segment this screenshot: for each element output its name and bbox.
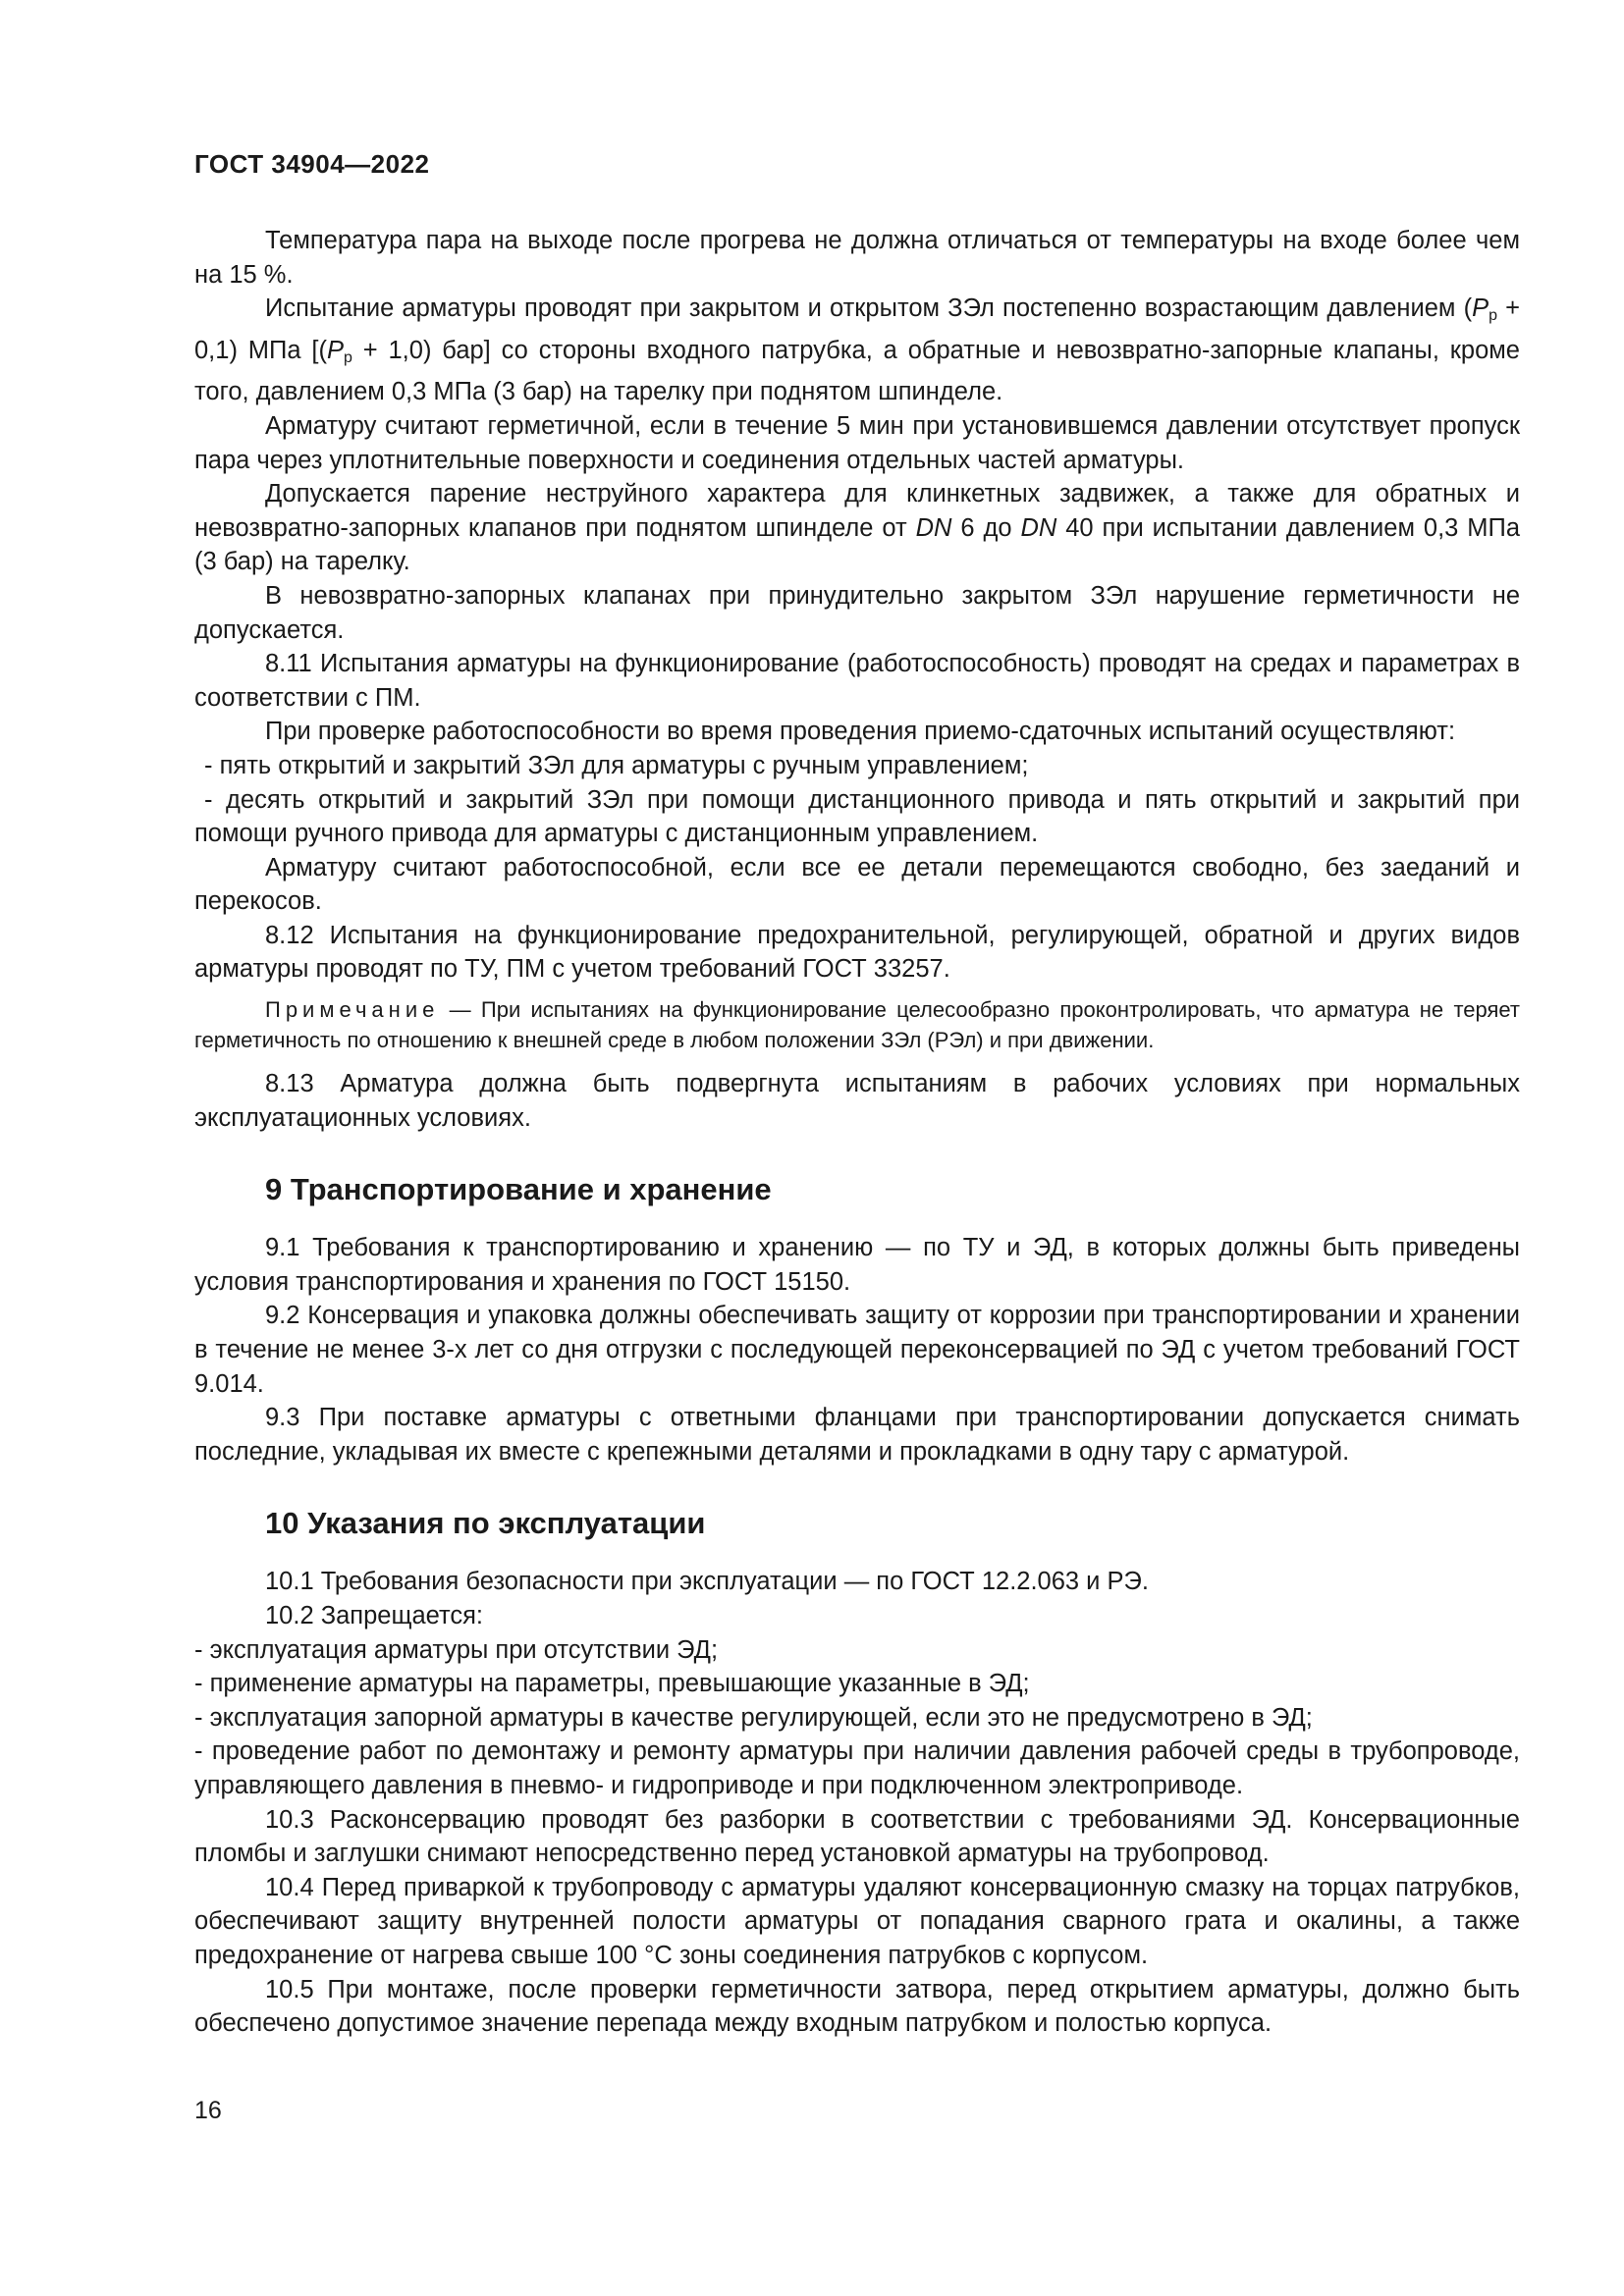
paragraph-9-3: 9.3 При поставке арматуры с ответными фланцами при транспортировании допускается снимать последние, укладывая их вместе с крепежными деталями и прокладками в одну тару с арматурой. xyxy=(194,1404,1520,1466)
document-body xyxy=(194,224,1520,2041)
section-10-heading: 10 Указания по эксплуатации xyxy=(265,1506,706,1541)
document-header-id: ГОСТ 34904—2022 xyxy=(194,149,430,179)
note-label: Примечание xyxy=(265,997,440,1023)
list-item-remote: - десять открытий и закрытий ЗЭл при помощи дистанционного привода и пять открытий и закрытий при помощи ручного привода для арматуры с дистанционным управлением. xyxy=(194,785,1520,848)
paragraph-pressure-test xyxy=(194,292,1520,409)
paragraph-10-2: 10.2 Запрещается: xyxy=(265,1602,484,1629)
paragraph-8-12: 8.12 Испытания на функционирование предохранительной, регулирующей, обратной и других видов арматуры проводят по ТУ, ПМ с учетом требований ГОСТ 33257. xyxy=(194,921,1520,984)
note xyxy=(194,994,1520,1055)
paragraph-acceptance-tests: При проверке работоспособности во время проведения приемо-сдаточных испытаний осуществляют: xyxy=(265,718,1456,746)
paragraph-10-3: 10.3 Расконсервацию проводят без разборки в соответствии с требованиями ЭД. Консервационные пломбы и заглушки снимают непосредственно перед установкой арматуры на трубопровод. xyxy=(194,1805,1520,1868)
paragraph-forced-closure: В невозвратно-запорных клапанах при принудительно закрытом ЗЭл нарушение герметичности не допускается. xyxy=(194,581,1520,644)
note-text: — При испытаниях на функционирование целесообразно проконтролировать, что арматура не теряет герметичность по отношению к внешней среде в любом положении ЗЭл (РЭл) и при движении. xyxy=(194,997,1520,1053)
pressure-symbol: P xyxy=(1472,294,1489,323)
list-item-repair-under-pressure: - проведение работ по демонтажу и ремонту арматуры при наличии давления рабочей среды в трубопроводе, управляющего давления в пневмо- и гидроприводе и при подключенном электроприводе. xyxy=(194,1737,1520,1799)
paragraph-9-2: 9.2 Консервация и упаковка должны обеспечивать защиту от коррозии при транспортировании и хранении в течение не менее 3-х лет со дня отгрузки с последующей переконсервацией по ЭД с учетом требований ГОСТ 9.014. xyxy=(194,1302,1520,1398)
paragraph-steaming-allowed xyxy=(194,477,1520,579)
list-item-over-parameters: - применение арматуры на параметры, превышающие указанные в ЭД; xyxy=(194,1670,1030,1698)
paragraph-10-5: 10.5 При монтаже, после проверки герметичности затвора, перед открытием арматуры, должно быть обеспечено допустимое значение перепада между входным патрубком и полостью корпуса. xyxy=(194,1975,1520,2038)
text-fragment: 40 при испытании давлением 0,3 МПа (3 бар) на тарелку. xyxy=(194,513,1521,576)
list-item-shutoff-as-control: - эксплуатация запорной арматуры в качестве регулирующей, если это не предусмотрено в ЭД; xyxy=(194,1703,1313,1732)
text-fragment: 6 до xyxy=(951,513,1021,542)
paragraph-10-4: 10.4 Перед приваркой к трубопроводу с арматуры удаляют консервационную смазку на торцах патрубков, обеспечивают защиту внутренней полости арматуры от попадания сварного грата и окалины, а также предохранение от нагрева свыше 100 °С зоны соединения патрубков с корпусом. xyxy=(194,1873,1520,1969)
paragraph-operability: Арматуру считают работоспособной, если все ее детали перемещаются свободно, без заеданий и перекосов. xyxy=(194,853,1520,916)
list-item-manual: - пять открытий и закрытий ЗЭл для арматуры с ручным управлением; xyxy=(204,751,1029,779)
text-fragment: Испытание арматуры проводят при закрытом и открытом ЗЭл постепенно возрастающим давлением ( xyxy=(265,294,1473,323)
section-9-heading: 9 Транспортирование и хранение xyxy=(265,1172,772,1207)
dn-symbol: DN xyxy=(915,513,952,542)
paragraph-8-13: 8.13 Арматура должна быть подвергнута испытаниям в рабочих условиях при нормальных эксплуатационных условиях. xyxy=(194,1070,1520,1132)
list-item-no-docs: - эксплуатация арматуры при отсутствии ЭД; xyxy=(194,1635,719,1664)
dn-symbol: DN xyxy=(1020,513,1057,542)
page-number: 16 xyxy=(194,2097,222,2124)
paragraph-tightness: Арматуру считают герметичной, если в течение 5 мин при установившемся давлении отсутствует пропуск пара через уплотнительные поверхности и соединения отдельных частей арматуры. xyxy=(194,411,1520,474)
paragraph-10-1: 10.1 Требования безопасности при эксплуатации — по ГОСТ 12.2.063 и РЭ. xyxy=(265,1568,1149,1596)
pressure-subscript: р xyxy=(344,348,352,366)
paragraph-9-1: 9.1 Требования к транспортированию и хранению — по ТУ и ЭД, в которых должны быть приведены условия транспортирования и хранения по ГОСТ 15150. xyxy=(194,1234,1520,1296)
text-fragment: Допускается парение неструйного характера для клинкетных задвижек, а также для обратных и невозвратно-запорных клапанов при поднятом шпинделе от xyxy=(194,480,1520,542)
text-fragment: + 0,1) МПа [( xyxy=(194,294,1521,364)
pressure-symbol: P xyxy=(326,336,344,364)
text-fragment: + 1,0) бар] со стороны входного патрубка, а обратные и невозвратно-запорные клапаны, кроме того, давлением 0,3 МПа (3 бар) на тарелку при поднятом шпинделе. xyxy=(194,336,1520,406)
paragraph-8-11: 8.11 Испытания арматуры на функционирование (работоспособность) проводят на средах и параметрах в соответствии с ПМ. xyxy=(194,650,1520,712)
paragraph-steam-temperature: Температура пара на выходе после прогрева не должна отличаться от температуры на входе более чем на 15 %. xyxy=(194,227,1520,289)
pressure-subscript: р xyxy=(1489,307,1497,325)
